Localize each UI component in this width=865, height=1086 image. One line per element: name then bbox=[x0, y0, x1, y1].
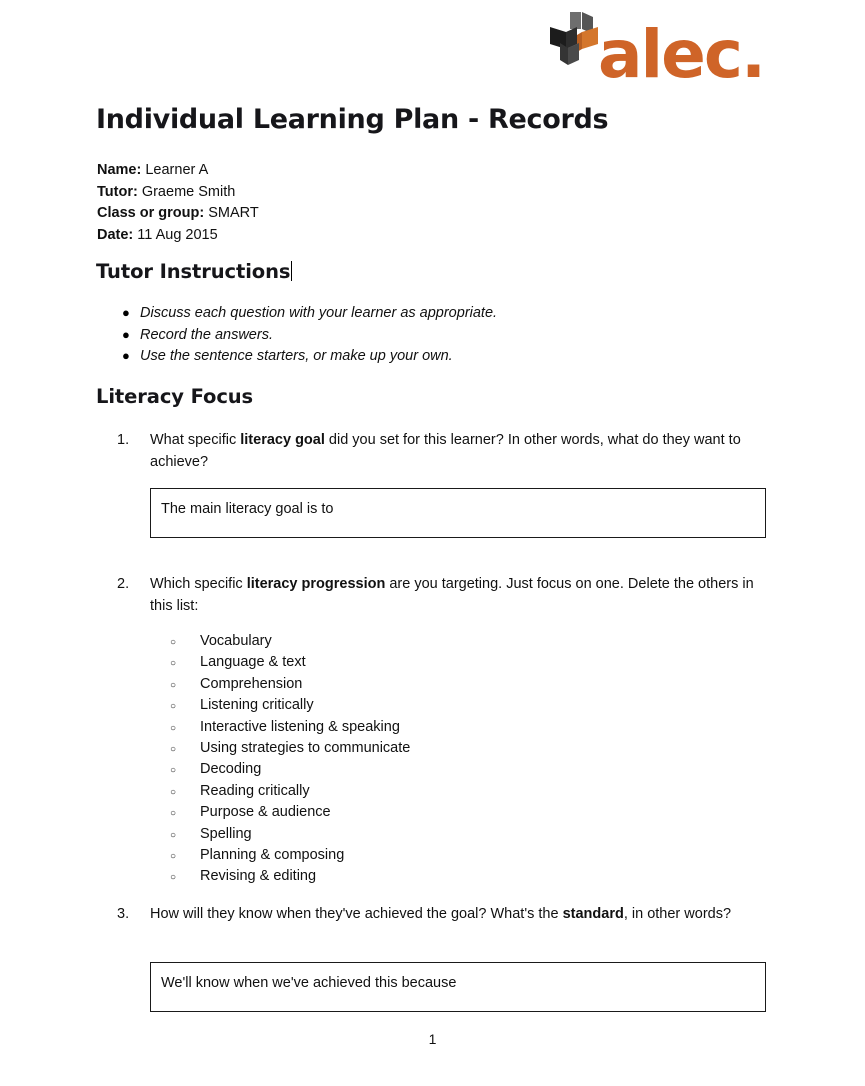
meta-row-class bbox=[97, 203, 259, 225]
progression-label: Revising & editing bbox=[200, 868, 317, 885]
list-item[interactable] bbox=[170, 868, 590, 889]
question-number: 2. bbox=[117, 576, 130, 592]
progression-label: Purpose & audience bbox=[200, 804, 331, 821]
question-1 bbox=[117, 430, 757, 473]
meta-row-tutor bbox=[97, 182, 259, 204]
list-item[interactable] bbox=[170, 783, 590, 804]
hollow-bullet-icon: ○ bbox=[170, 786, 177, 798]
question-text-part: are you targeting. Just focus on one. Delete the others in this list: bbox=[150, 576, 754, 614]
tutor-instructions-list bbox=[122, 305, 722, 370]
question-text-part: did you set for this learner? In other words, what do they want to achieve? bbox=[150, 432, 741, 470]
meta-value-class: SMART bbox=[208, 205, 259, 221]
meta-row-name bbox=[97, 160, 259, 182]
question-text-emphasis: literacy progression bbox=[246, 576, 386, 592]
hollow-bullet-icon: ○ bbox=[170, 872, 177, 884]
instruction-text: Discuss each question with your learner as appropriate. bbox=[140, 305, 498, 321]
hollow-bullet-icon: ○ bbox=[170, 743, 177, 755]
list-item[interactable] bbox=[170, 719, 590, 740]
progression-label: Comprehension bbox=[200, 675, 303, 692]
list-item[interactable] bbox=[170, 654, 590, 675]
question-text-emphasis: literacy goal bbox=[240, 432, 325, 448]
bullet-icon: ● bbox=[122, 348, 130, 363]
instruction-text: Use the sentence starters, or make up your own. bbox=[140, 348, 453, 364]
brand-logo bbox=[546, 8, 776, 96]
question-number: 3. bbox=[117, 906, 130, 922]
meta-value-tutor: Graeme Smith bbox=[141, 183, 236, 200]
answer-box-2[interactable] bbox=[150, 962, 766, 1012]
meta-label-tutor: Tutor: bbox=[97, 183, 138, 200]
hollow-bullet-icon: ○ bbox=[170, 679, 177, 691]
literacy-progressions-list bbox=[170, 633, 590, 890]
question-2 bbox=[117, 574, 762, 617]
list-item[interactable] bbox=[170, 826, 590, 847]
meta-label-name: Name: bbox=[97, 162, 142, 178]
question-number: 1. bbox=[117, 432, 130, 448]
list-item[interactable] bbox=[170, 804, 590, 825]
progression-label: Using strategies to communicate bbox=[200, 739, 411, 756]
hollow-bullet-icon: ○ bbox=[170, 637, 177, 648]
list-item[interactable] bbox=[170, 761, 590, 782]
question-text bbox=[150, 904, 731, 926]
question-text bbox=[150, 574, 762, 617]
hollow-bullet-icon: ○ bbox=[170, 658, 177, 670]
tutor-instructions-heading-text: Tutor Instructions bbox=[96, 260, 291, 283]
page-title: Individual Learning Plan - Records bbox=[96, 104, 609, 135]
tutor-instructions-heading bbox=[96, 260, 292, 283]
bullet-icon: ● bbox=[122, 305, 130, 320]
list-item[interactable] bbox=[170, 740, 590, 761]
question-text-part: Which specific bbox=[150, 576, 247, 592]
list-item[interactable] bbox=[170, 697, 590, 718]
list-item bbox=[122, 348, 722, 370]
question-text-part: , in other words? bbox=[623, 906, 732, 922]
meta-row-date bbox=[97, 225, 259, 247]
hollow-bullet-icon: ○ bbox=[170, 701, 177, 713]
progression-label: Decoding bbox=[200, 761, 262, 778]
literacy-focus-heading: Literacy Focus bbox=[96, 385, 254, 408]
hollow-bullet-icon: ○ bbox=[170, 808, 177, 820]
alec-wordmark: alec. bbox=[598, 16, 765, 93]
hollow-bullet-icon: ○ bbox=[170, 850, 177, 862]
learner-meta-block bbox=[97, 160, 259, 246]
list-item[interactable] bbox=[170, 633, 590, 654]
question-text-emphasis: standard bbox=[562, 906, 624, 922]
progression-label: Interactive listening & speaking bbox=[200, 718, 400, 735]
meta-value-date: 11 Aug 2015 bbox=[137, 226, 218, 243]
answer-box-1[interactable] bbox=[150, 488, 766, 538]
list-item[interactable] bbox=[170, 676, 590, 697]
instruction-text: Record the answers. bbox=[140, 326, 273, 343]
answer-sentence-starter: We'll know when we've achieved this because bbox=[161, 975, 457, 991]
meta-label-date: Date: bbox=[97, 226, 134, 243]
page-number: 1 bbox=[428, 1031, 437, 1047]
meta-value-name: Learner A bbox=[145, 162, 209, 178]
list-item bbox=[122, 327, 722, 349]
hollow-bullet-icon: ○ bbox=[170, 829, 177, 841]
hollow-bullet-icon: ○ bbox=[170, 765, 177, 777]
meta-label-class: Class or group: bbox=[97, 205, 205, 221]
question-3 bbox=[117, 904, 747, 926]
question-text bbox=[150, 430, 757, 473]
progression-label: Vocabulary bbox=[200, 633, 272, 649]
bullet-icon: ● bbox=[122, 326, 130, 342]
progression-label: Language & text bbox=[200, 654, 306, 671]
hollow-bullet-icon: ○ bbox=[170, 722, 177, 734]
list-item bbox=[122, 305, 722, 327]
progression-label: Spelling bbox=[200, 825, 252, 842]
answer-sentence-starter: The main literacy goal is to bbox=[161, 501, 334, 517]
text-cursor-caret bbox=[291, 261, 292, 281]
question-text-part: How will they know when they've achieved the goal? What's the bbox=[150, 906, 563, 922]
progression-label: Planning & composing bbox=[200, 846, 345, 863]
question-text-part: What specific bbox=[150, 432, 241, 448]
list-item[interactable] bbox=[170, 847, 590, 868]
progression-label: Listening critically bbox=[200, 697, 314, 714]
progression-label: Reading critically bbox=[200, 782, 310, 799]
